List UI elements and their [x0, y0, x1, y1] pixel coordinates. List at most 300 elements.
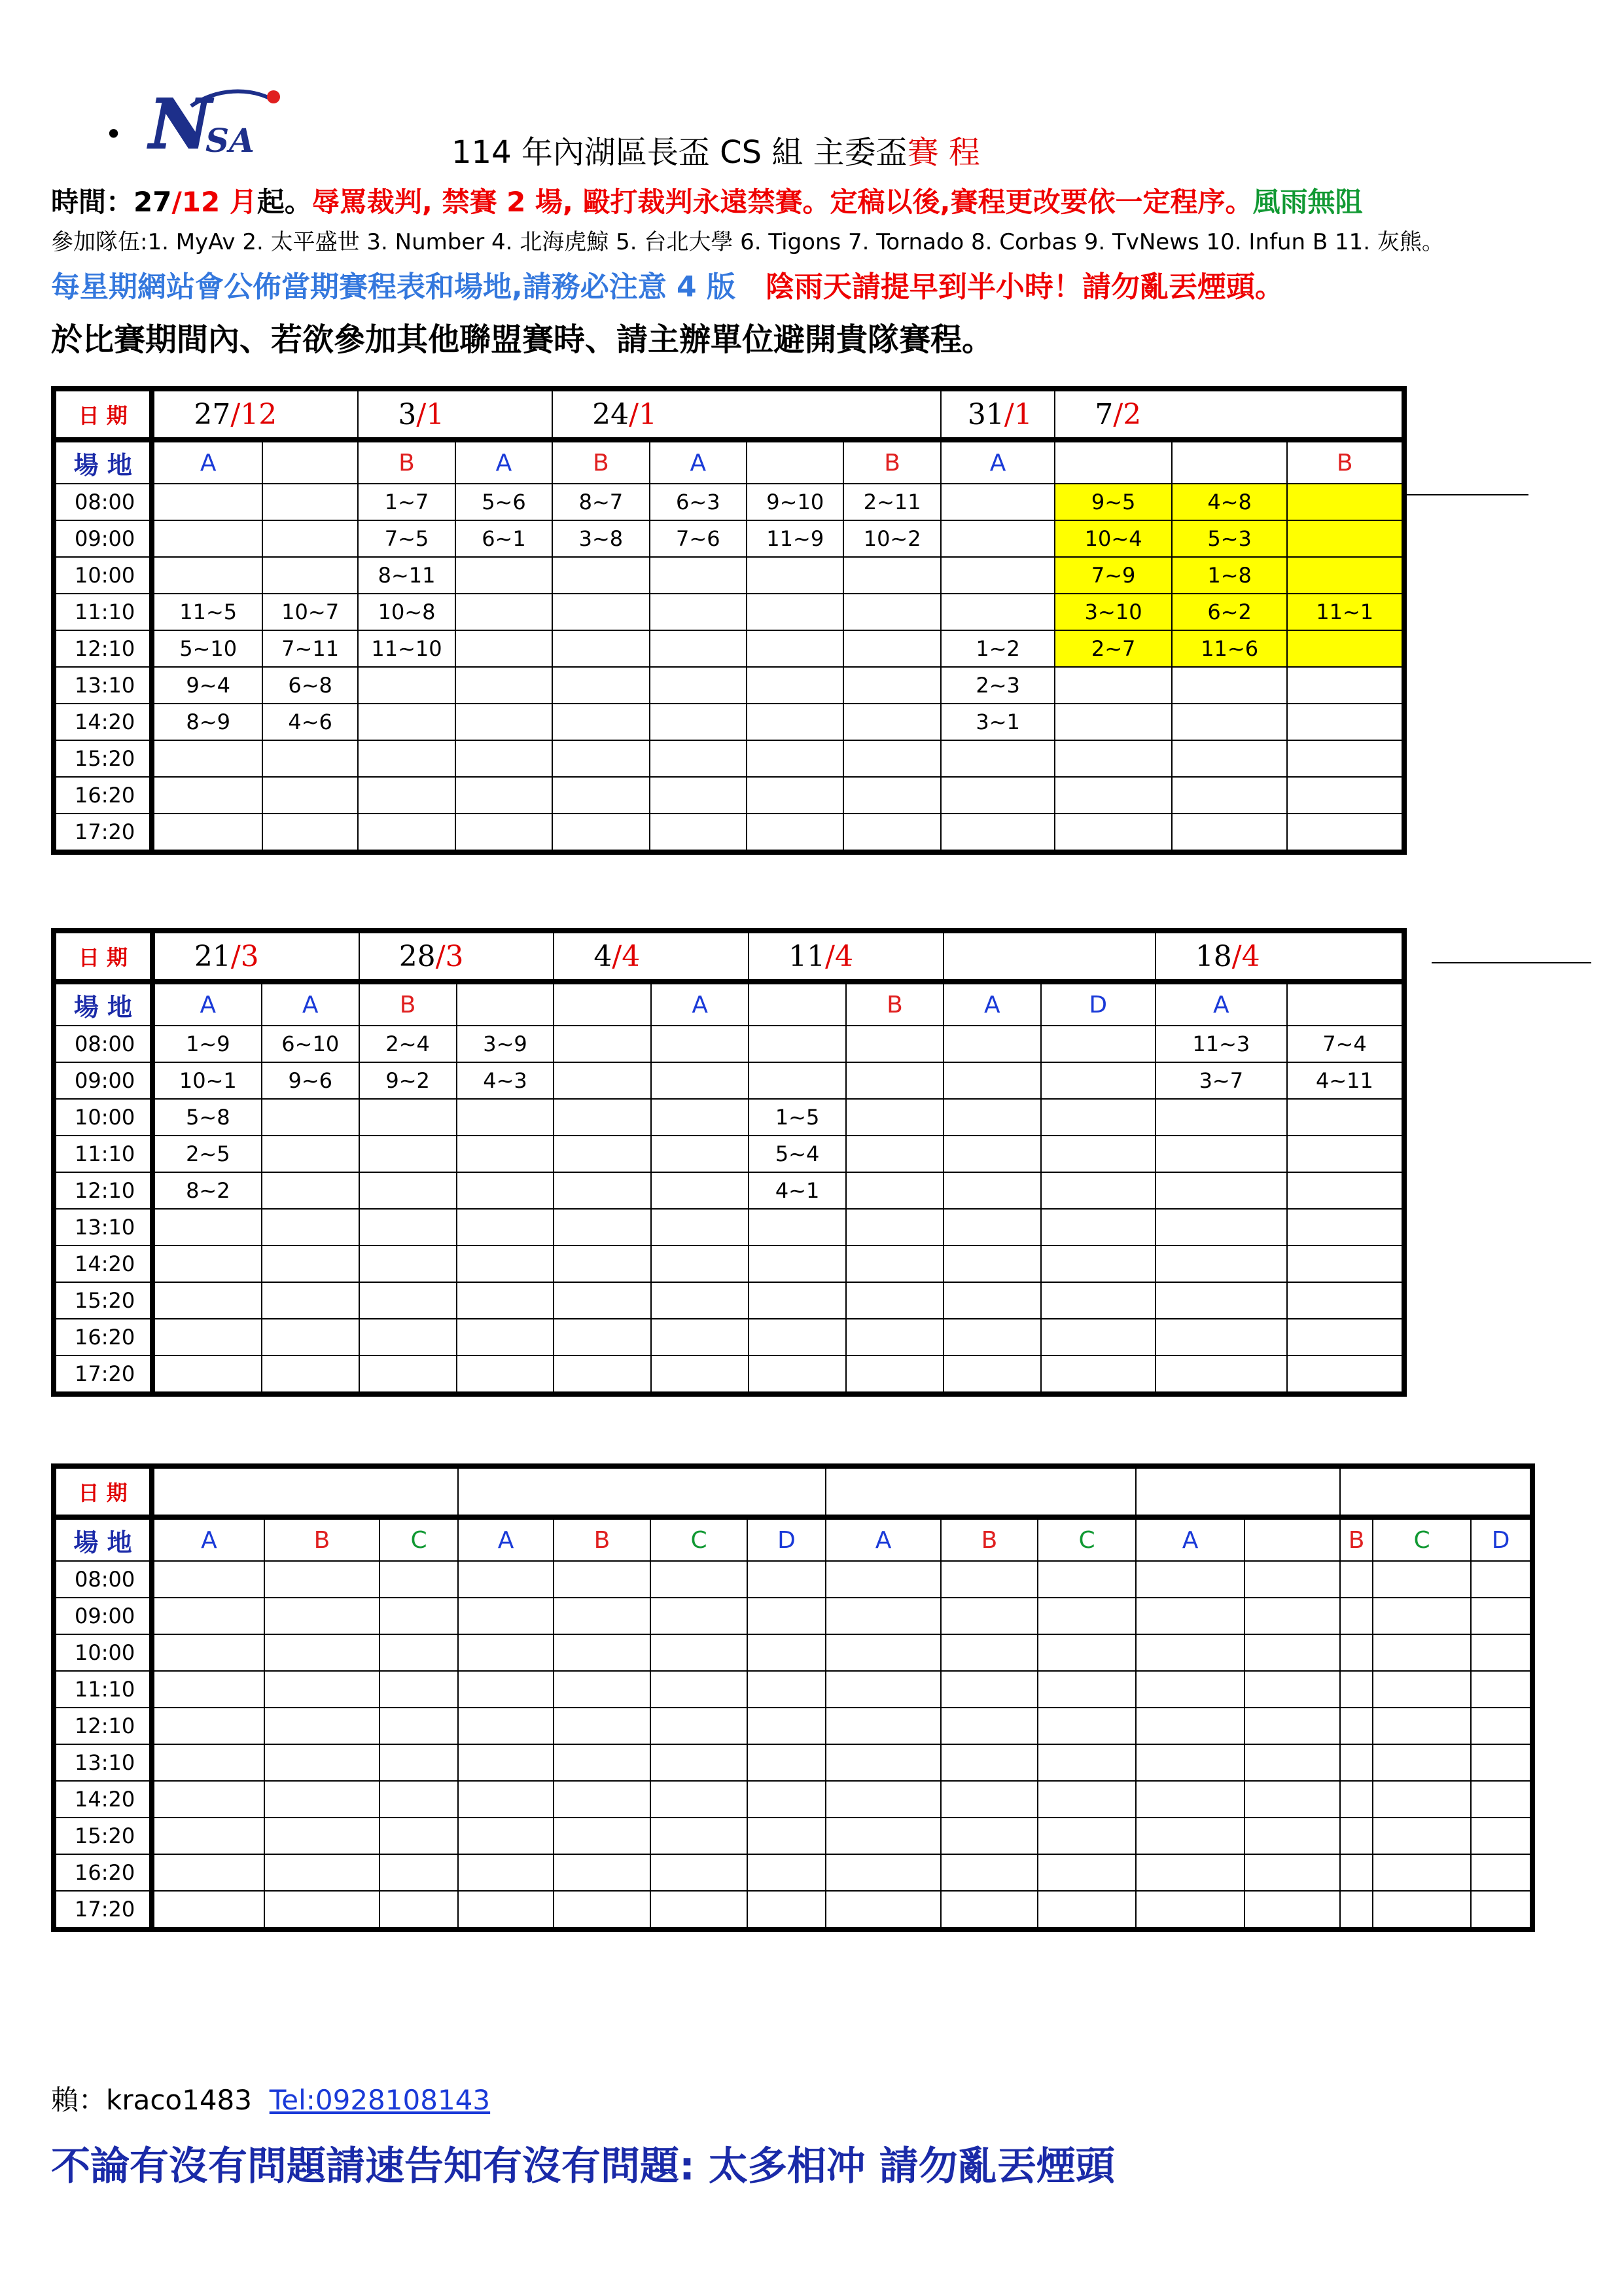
match-cell: 1~5 — [749, 1099, 846, 1136]
match-cell — [262, 1136, 359, 1172]
match-cell — [152, 1282, 262, 1319]
match-cell — [262, 1246, 359, 1282]
time-row — [54, 1891, 1532, 1929]
match-cell: 10~4 — [1055, 520, 1172, 557]
match-cell: 10~1 — [152, 1062, 262, 1099]
match-cell — [552, 777, 649, 814]
match-cell — [554, 1598, 650, 1634]
time-cell: 11:10 — [54, 1671, 152, 1708]
match-cell — [846, 1209, 944, 1246]
match-cell — [1340, 1781, 1373, 1818]
match-cell — [1041, 1026, 1156, 1062]
match-cell — [843, 667, 940, 704]
match-cell — [152, 1708, 264, 1744]
match-cell — [650, 704, 747, 740]
match-cell — [152, 1598, 264, 1634]
match-cell — [1287, 1136, 1404, 1172]
match-cell — [457, 1319, 554, 1355]
svg-text:SA: SA — [205, 121, 255, 160]
match-cell — [826, 1818, 941, 1854]
match-cell — [1471, 1634, 1532, 1671]
venue-cell: B — [359, 982, 457, 1026]
match-cell — [846, 1062, 944, 1099]
match-cell — [152, 557, 262, 594]
time-cell: 14:20 — [54, 1246, 152, 1282]
venue-cell: B — [358, 440, 455, 484]
match-cell — [1340, 1818, 1373, 1854]
match-cell — [1471, 1891, 1532, 1929]
match-cell — [380, 1708, 458, 1744]
date-cell: 4/4 — [554, 931, 749, 982]
match-cell: 4~3 — [457, 1062, 554, 1099]
match-cell — [650, 740, 747, 777]
venue-cell: A — [262, 982, 359, 1026]
venue-cell: C — [650, 1517, 747, 1561]
time-cell: 13:10 — [54, 1209, 152, 1246]
time-cell: 10:00 — [54, 1099, 152, 1136]
match-cell — [1041, 1355, 1156, 1394]
venue-cell — [1244, 1517, 1340, 1561]
match-cell — [264, 1854, 380, 1891]
time-row — [54, 777, 1404, 814]
match-cell — [650, 1598, 747, 1634]
schedule-table-3 — [51, 1463, 1535, 1932]
time-row — [54, 557, 1404, 594]
match-cell — [826, 1891, 941, 1929]
match-cell — [651, 1172, 749, 1209]
match-cell: 8~2 — [152, 1172, 262, 1209]
match-cell — [941, 594, 1055, 630]
match-cell — [747, 777, 843, 814]
match-cell — [1055, 777, 1172, 814]
match-cell — [846, 1136, 944, 1172]
venue-cell: D — [747, 1517, 826, 1561]
match-cell — [262, 740, 358, 777]
match-cell — [1471, 1781, 1532, 1818]
match-cell — [1340, 1891, 1373, 1929]
title-schedule: 賽 程 — [907, 134, 980, 171]
venue-cell: A — [152, 982, 262, 1026]
match-cell — [1244, 1854, 1340, 1891]
match-cell — [944, 1355, 1041, 1394]
time-cell: 12:10 — [54, 630, 152, 667]
match-cell — [1340, 1744, 1373, 1781]
match-cell — [262, 484, 358, 520]
venue-label: 場 地 — [54, 1517, 152, 1561]
match-cell — [1340, 1634, 1373, 1671]
match-cell — [1287, 484, 1404, 520]
nsa-logo — [145, 80, 283, 165]
tel-link[interactable]: Tel:0928108143 — [269, 2084, 491, 2116]
match-cell — [1340, 1671, 1373, 1708]
match-cell — [1287, 557, 1404, 594]
venue-cell — [262, 440, 358, 484]
match-cell — [650, 1744, 747, 1781]
match-cell — [1373, 1891, 1471, 1929]
match-cell — [380, 1598, 458, 1634]
match-cell — [264, 1891, 380, 1929]
match-cell — [1244, 1671, 1340, 1708]
match-cell — [359, 1246, 457, 1282]
match-cell — [1172, 667, 1288, 704]
match-cell — [1156, 1136, 1287, 1172]
match-cell — [843, 594, 940, 630]
match-cell — [455, 704, 552, 740]
match-cell — [1287, 1319, 1404, 1355]
match-cell: 2~11 — [843, 484, 940, 520]
date-label: 日 期 — [54, 931, 152, 982]
time-row — [54, 667, 1404, 704]
match-cell — [1244, 1818, 1340, 1854]
match-cell — [152, 740, 262, 777]
match-cell — [552, 557, 649, 594]
venue-cell: B — [554, 1517, 650, 1561]
match-cell — [358, 667, 455, 704]
match-cell — [1287, 520, 1404, 557]
match-cell — [1172, 814, 1288, 852]
notice-line — [51, 263, 1284, 305]
venue-cell: D — [1471, 1517, 1532, 1561]
date-cell: 3/1 — [358, 389, 552, 440]
match-cell — [749, 1026, 846, 1062]
match-cell — [1287, 704, 1404, 740]
match-cell — [455, 814, 552, 852]
match-cell — [455, 777, 552, 814]
venue-label: 場 地 — [54, 982, 152, 1026]
match-cell: 5~10 — [152, 630, 262, 667]
match-cell: 9~6 — [262, 1062, 359, 1099]
match-cell — [747, 557, 843, 594]
match-cell — [1136, 1561, 1244, 1598]
match-cell: 9~4 — [152, 667, 262, 704]
date-label: 日 期 — [54, 389, 152, 440]
rain-notice: 陰雨天請提早到半小時！請勿亂丟煙頭。 — [765, 270, 1284, 304]
venue-cell: B — [264, 1517, 380, 1561]
match-cell — [1156, 1209, 1287, 1246]
match-cell — [554, 1246, 651, 1282]
match-cell — [1471, 1744, 1532, 1781]
match-cell — [1156, 1172, 1287, 1209]
match-cell — [455, 740, 552, 777]
date-cell: 31/1 — [941, 389, 1055, 440]
time-cell: 12:10 — [54, 1708, 152, 1744]
match-cell — [1373, 1671, 1471, 1708]
date-cell: 21/3 — [152, 931, 359, 982]
match-cell: 4~6 — [262, 704, 358, 740]
match-cell — [554, 1671, 650, 1708]
match-cell — [1340, 1854, 1373, 1891]
match-cell: 1~7 — [358, 484, 455, 520]
match-cell — [359, 1319, 457, 1355]
match-cell — [1373, 1781, 1471, 1818]
match-cell — [1055, 704, 1172, 740]
time-cell: 08:00 — [54, 484, 152, 520]
match-cell — [826, 1561, 941, 1598]
match-cell — [1038, 1708, 1136, 1744]
start-suffix: 起。 — [256, 186, 312, 218]
match-cell — [747, 1708, 826, 1744]
match-cell — [651, 1099, 749, 1136]
match-cell — [1471, 1598, 1532, 1634]
match-cell — [458, 1854, 554, 1891]
match-cell — [826, 1854, 941, 1891]
match-cell — [262, 557, 358, 594]
match-cell — [650, 1634, 747, 1671]
match-cell — [380, 1781, 458, 1818]
match-cell — [552, 594, 649, 630]
date-cell — [458, 1466, 826, 1517]
match-cell — [554, 1634, 650, 1671]
match-cell — [650, 630, 747, 667]
match-cell — [359, 1355, 457, 1394]
match-cell — [826, 1781, 941, 1818]
match-cell: 2~4 — [359, 1026, 457, 1062]
match-cell: 4~11 — [1287, 1062, 1404, 1099]
match-cell — [1244, 1744, 1340, 1781]
match-cell — [650, 1561, 747, 1598]
match-cell — [152, 1355, 262, 1394]
venue-cell: A — [152, 440, 262, 484]
venue-cell — [747, 440, 843, 484]
match-cell — [1471, 1561, 1532, 1598]
match-cell — [650, 1781, 747, 1818]
match-cell — [152, 1744, 264, 1781]
time-row — [54, 630, 1404, 667]
time-row — [54, 1026, 1404, 1062]
match-cell — [1055, 814, 1172, 852]
start-date-label: 時間：27 — [51, 186, 172, 218]
match-cell — [747, 1854, 826, 1891]
time-cell: 14:20 — [54, 704, 152, 740]
time-cell: 11:10 — [54, 1136, 152, 1172]
time-row — [54, 1561, 1532, 1598]
match-cell — [1340, 1598, 1373, 1634]
match-cell — [1156, 1282, 1287, 1319]
match-cell — [941, 1634, 1038, 1671]
match-cell — [380, 1891, 458, 1929]
match-cell — [458, 1598, 554, 1634]
date-cell: 24/1 — [552, 389, 941, 440]
match-cell — [944, 1172, 1041, 1209]
venue-row — [54, 1517, 1532, 1561]
time-cell: 15:20 — [54, 740, 152, 777]
match-cell — [650, 1708, 747, 1744]
match-cell — [262, 520, 358, 557]
match-cell — [826, 1671, 941, 1708]
time-row — [54, 1282, 1404, 1319]
time-row — [54, 1781, 1532, 1818]
match-cell — [749, 1355, 846, 1394]
date-cell: 18/4 — [1156, 931, 1404, 982]
match-cell — [650, 1891, 747, 1929]
match-cell — [1038, 1781, 1136, 1818]
time-row — [54, 520, 1404, 557]
match-cell — [152, 520, 262, 557]
match-cell — [941, 1891, 1038, 1929]
match-cell: 7~11 — [262, 630, 358, 667]
match-cell — [1136, 1744, 1244, 1781]
match-cell — [1244, 1708, 1340, 1744]
match-cell — [264, 1818, 380, 1854]
match-cell: 11~3 — [1156, 1026, 1287, 1062]
date-cell — [944, 931, 1156, 982]
match-cell — [1287, 1172, 1404, 1209]
rain-or-shine: 風雨無阻 — [1252, 186, 1363, 218]
venue-label: 場 地 — [54, 440, 152, 484]
match-cell: 10~2 — [843, 520, 940, 557]
schedule-table-2 — [51, 928, 1407, 1397]
match-cell: 6~3 — [650, 484, 747, 520]
match-cell: 5~3 — [1172, 520, 1288, 557]
match-cell: 1~8 — [1172, 557, 1288, 594]
venue-cell: B — [1340, 1517, 1373, 1561]
match-cell — [457, 1172, 554, 1209]
match-cell — [846, 1172, 944, 1209]
time-cell: 12:10 — [54, 1172, 152, 1209]
venue-cell: A — [650, 440, 747, 484]
match-cell — [359, 1172, 457, 1209]
match-cell — [359, 1209, 457, 1246]
time-cell: 17:20 — [54, 814, 152, 852]
venue-cell: B — [552, 440, 649, 484]
time-row — [54, 1319, 1404, 1355]
match-cell — [554, 1062, 651, 1099]
match-cell — [152, 1319, 262, 1355]
match-cell — [749, 1282, 846, 1319]
match-cell: 4~1 — [749, 1172, 846, 1209]
match-cell — [749, 1209, 846, 1246]
match-cell — [1287, 814, 1404, 852]
match-cell — [941, 1818, 1038, 1854]
match-cell — [1041, 1246, 1156, 1282]
time-row — [54, 1634, 1532, 1671]
match-cell — [359, 1136, 457, 1172]
time-cell: 09:00 — [54, 520, 152, 557]
match-cell — [1038, 1744, 1136, 1781]
date-cell: 11/4 — [749, 931, 944, 982]
match-cell — [380, 1561, 458, 1598]
match-cell: 2~3 — [941, 667, 1055, 704]
match-cell — [843, 630, 940, 667]
venue-cell: A — [152, 1517, 264, 1561]
match-cell — [380, 1671, 458, 1708]
match-cell — [455, 594, 552, 630]
date-cell — [826, 1466, 1136, 1517]
match-cell — [944, 1246, 1041, 1282]
time-cell: 09:00 — [54, 1598, 152, 1634]
match-cell — [1038, 1598, 1136, 1634]
contact-line — [51, 2079, 490, 2118]
match-cell — [747, 594, 843, 630]
match-cell: 11~1 — [1287, 594, 1404, 630]
match-cell — [152, 814, 262, 852]
penalty-rules: 辱罵裁判, 禁賽 2 場, 毆打裁判永遠禁賽。定稿以後,賽程更改要依一定程序。 — [311, 186, 1253, 218]
match-cell — [1038, 1891, 1136, 1929]
venue-cell: A — [455, 440, 552, 484]
date-cell: 7/2 — [1055, 389, 1404, 440]
match-cell — [1373, 1561, 1471, 1598]
match-cell — [152, 1818, 264, 1854]
match-cell — [458, 1671, 554, 1708]
match-cell: 4~8 — [1172, 484, 1288, 520]
match-cell — [651, 1062, 749, 1099]
match-cell — [457, 1246, 554, 1282]
match-cell: 7~9 — [1055, 557, 1172, 594]
match-cell: 3~9 — [457, 1026, 554, 1062]
match-cell — [944, 1209, 1041, 1246]
match-cell — [1136, 1854, 1244, 1891]
match-cell — [1287, 630, 1404, 667]
match-cell — [554, 1209, 651, 1246]
match-cell — [651, 1209, 749, 1246]
match-cell: 11~6 — [1172, 630, 1288, 667]
time-row — [54, 814, 1404, 852]
venue-cell: B — [843, 440, 940, 484]
match-cell — [455, 557, 552, 594]
match-cell — [747, 1891, 826, 1929]
match-cell — [1136, 1671, 1244, 1708]
title-main: 114 年內湖區長盃 CS 組 主委盃 — [451, 134, 908, 171]
match-cell — [941, 1598, 1038, 1634]
venue-cell — [554, 982, 651, 1026]
match-cell — [380, 1854, 458, 1891]
date-row — [54, 1466, 1532, 1517]
match-cell — [1156, 1099, 1287, 1136]
match-cell — [650, 594, 747, 630]
time-cell: 17:20 — [54, 1355, 152, 1394]
match-cell — [1136, 1598, 1244, 1634]
match-cell: 7~4 — [1287, 1026, 1404, 1062]
match-cell: 5~8 — [152, 1099, 262, 1136]
match-cell — [1244, 1561, 1340, 1598]
time-row — [54, 1062, 1404, 1099]
time-cell: 13:10 — [54, 667, 152, 704]
match-cell — [747, 1818, 826, 1854]
match-cell — [554, 1854, 650, 1891]
time-row — [54, 1355, 1404, 1394]
time-cell: 13:10 — [54, 1744, 152, 1781]
venue-cell — [749, 982, 846, 1026]
match-cell — [1038, 1854, 1136, 1891]
match-cell — [1041, 1062, 1156, 1099]
match-cell — [650, 1854, 747, 1891]
match-cell — [264, 1744, 380, 1781]
match-cell — [1038, 1671, 1136, 1708]
rules-line — [51, 181, 1363, 220]
match-cell — [843, 704, 940, 740]
match-cell — [747, 1561, 826, 1598]
match-cell — [358, 704, 455, 740]
match-cell — [1041, 1136, 1156, 1172]
venue-cell: C — [1373, 1517, 1471, 1561]
svg-text:N: N — [149, 84, 212, 164]
match-cell — [1287, 1282, 1404, 1319]
time-cell: 16:20 — [54, 1319, 152, 1355]
match-cell — [264, 1598, 380, 1634]
venue-cell — [1287, 982, 1404, 1026]
match-cell: 2~5 — [152, 1136, 262, 1172]
match-cell — [1373, 1818, 1471, 1854]
match-cell — [554, 1172, 651, 1209]
time-cell: 16:20 — [54, 777, 152, 814]
time-row — [54, 1854, 1532, 1891]
match-cell — [457, 1355, 554, 1394]
match-cell: 11~10 — [358, 630, 455, 667]
match-cell — [1471, 1671, 1532, 1708]
website-notice: 每星期網站會公佈當期賽程表和場地,請務必注意 4 版 — [51, 270, 735, 304]
match-cell — [1340, 1561, 1373, 1598]
match-cell — [1287, 1099, 1404, 1136]
